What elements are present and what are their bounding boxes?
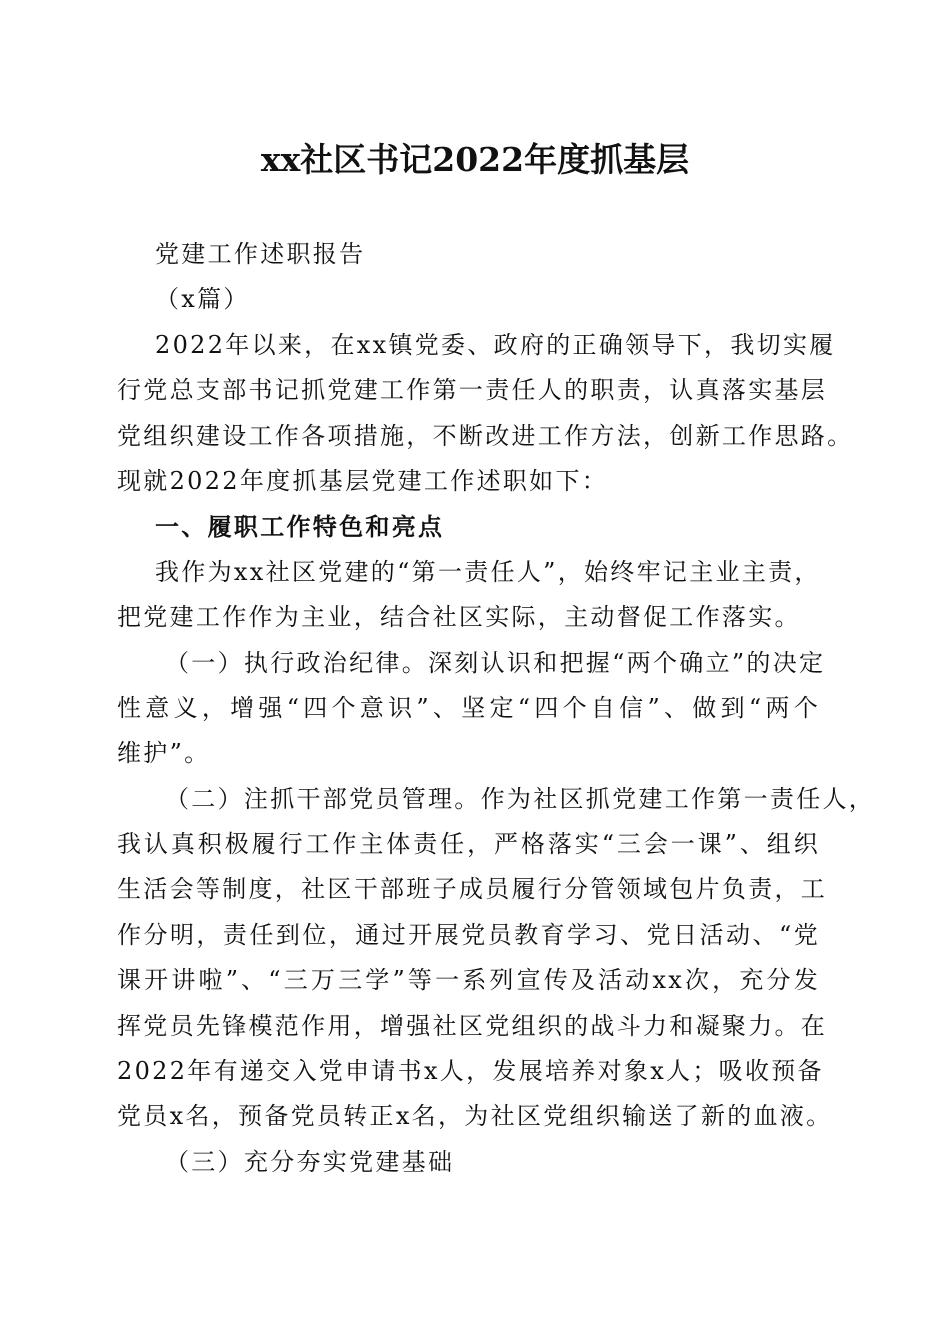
document-note: （x篇）: [155, 285, 250, 314]
item2-line-6: 挥党员先锋模范作用，增强社区党组织的战斗力和凝聚力。在: [117, 1011, 828, 1040]
intro-line-3: 党组织建设工作各项措施，不断改进工作方法，创新工作思路。: [117, 421, 854, 450]
item2-line-3: 生活会等制度，社区干部班子成员履行分管领域包片负责，工: [117, 875, 828, 904]
item2-line-7: 2022年有递交入党申请书x人，发展培养对象x人；吸收预备: [117, 1057, 824, 1086]
item1-line-3: 维护”。: [117, 739, 211, 768]
item2-line-2: 我认真积极履行工作主体责任，严格落实“三会一课”、组织: [117, 830, 820, 859]
intro-line-4: 现就2022年度抓基层党建工作述职如下：: [117, 466, 609, 495]
document-body: [117, 232, 876, 1185]
item1-line-1: （一）执行政治纪律。深刻认识和把握“两个确立”的决定: [165, 648, 826, 677]
item2-line-4: 作分明，责任到位，通过开展党员教育学习、党日活动、“党: [117, 920, 820, 949]
item2-line-5: 课开讲啦”、“三万三学”等一系列宣传及活动xx次，充分发: [117, 966, 820, 995]
item3-heading: （三）充分夯实党建基础: [165, 1147, 455, 1176]
section1-heading: 一、履职工作特色和亮点: [155, 512, 445, 542]
section1-line-2: 把党建工作作为主业，结合社区实际，主动督促工作落实。: [117, 603, 801, 632]
section1-line-1: 我作为xx社区党建的“第一责任人”，始终牢记主业主责，: [155, 557, 821, 586]
intro-line-1: 2022年以来，在xx镇党委、政府的正确领导下，我切实履: [155, 330, 836, 359]
item1-line-2: 性意义，增强“四个意识”、坚定“四个自信”、做到“两个: [117, 693, 820, 722]
document-title: xx社区书记2022年度抓基层: [260, 140, 690, 179]
document-subtitle: 党建工作述职报告: [155, 240, 366, 268]
intro-line-2: 行党总支部书记抓党建工作第一责任人的职责，认真落实基层: [117, 376, 828, 405]
item2-line-8: 党员x名，预备党员转正x名，为社区党组织输送了新的血液。: [117, 1102, 833, 1131]
item2-line-1: （二）注抓干部党员管理。作为社区抓党建工作第一责任人，: [165, 784, 876, 813]
